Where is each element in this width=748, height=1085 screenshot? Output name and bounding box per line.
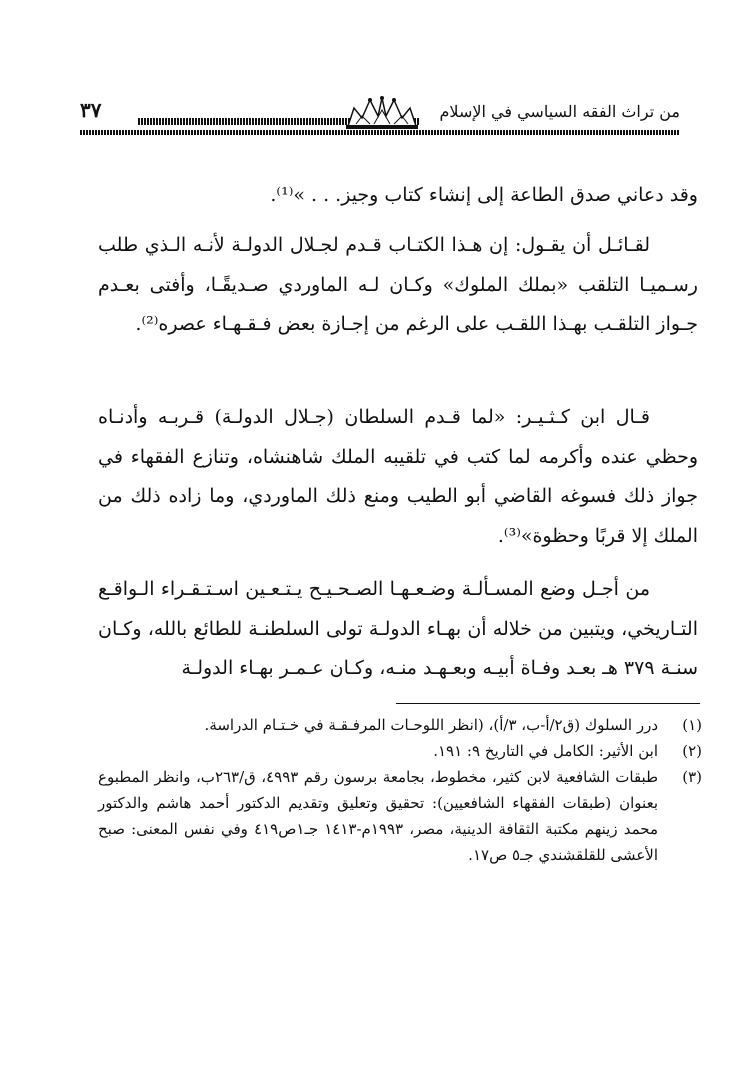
footnote-text: درر السلوك (ق٢/أ-ب، ٣/أ)، (انظر اللوحـات المرفـقـة في خـتـام الدراسة. bbox=[204, 716, 658, 734]
paragraph-2 bbox=[98, 226, 698, 345]
paragraph-1-text: وقد دعاني صدق الطاعة إلى إنشاء كتاب وجيز. . . »⁽¹⁾. bbox=[270, 184, 698, 206]
footnote-number: (٣) bbox=[682, 768, 702, 786]
footnote-1 bbox=[98, 712, 702, 738]
footnote-text: ابن الأثير: الكامل في التاريخ ٩: ١٩١. bbox=[433, 742, 658, 760]
footnotes bbox=[98, 712, 702, 868]
paragraph-1 bbox=[98, 176, 698, 216]
crown-ornament-icon bbox=[344, 96, 420, 132]
paragraph-2-text: لقـائـل أن يقـول: إن هـذا الكتـاب قـدم لجـلال الدولـة لأنـه الـذي طلب رسـميـا التلقب «بملك الملوك» وكـان لـه الماوردي صـديقًـا، وأفتى بعـدم جـواز التلقـب بهـذا اللقـب على الرغم من إجـازة بعض فـقـهـاء عصره⁽²⁾. bbox=[98, 234, 698, 335]
footnote-separator bbox=[396, 703, 700, 704]
paragraph-3 bbox=[98, 398, 698, 556]
footnote-text: طبقات الشافعية لابن كثير، مخطوط، بجامعة برسون رقم ٤٩٩٣، ق/٢٦٣ب، وانظر المطبوع بعنوان (طبقات الفقهاء الشافعيين): تحقيق وتعليق وتقديم الدكتور أحمد هاشم والدكتور محمد زينهم مكتبة الثقافة الدينية، مصر، ١٩٩٣م-١٤١٣ جـ١ص٤١٩ وفي نفس المعنى: صبح الأعشى للقلقشندي جـ٥ ص١٧. bbox=[98, 768, 659, 864]
running-header bbox=[80, 96, 680, 144]
paragraph-4 bbox=[98, 570, 698, 689]
running-title: من تراث الفقه السياسي في الإسلام bbox=[439, 102, 680, 121]
footnote-3 bbox=[98, 764, 702, 868]
footnote-number: (١) bbox=[682, 716, 702, 734]
page-number: ٣٧ bbox=[80, 98, 102, 122]
footnote-number: (٢) bbox=[682, 742, 702, 760]
paragraph-4-text: من أجـل وضع المسـألـة وضـعـهـا الصـحـيـح يـتـعـين اسـتـقـراء الـواقـع التـاريخي، ويتبين من خلاله أن بهـاء الدولـة تولى السلطنـة للطائع بالله، وكـان سنـة ٣٧٩ هـ بعـد وفـاة أبيـه وبعـهـد منـه، وكـان عـمـر بهـاء الدولـة bbox=[98, 578, 698, 679]
footnote-2 bbox=[98, 738, 702, 764]
paragraph-3-text: قـال ابن كـثـيـر: «لما قـدم السلطان (جـلال الدولـة) قـربـه وأدنـاه وحظي عنده وأكرمه لما كتب في تلقيبه الملك شاهنشاه، وتنازع الفقهاء في جواز ذلك فسوغه القاضي أبو الطيب ومنع ذلك الماوردي، وما زاده ذلك من الملك إلا قربًا وحظوة»⁽³⁾. bbox=[98, 406, 698, 547]
